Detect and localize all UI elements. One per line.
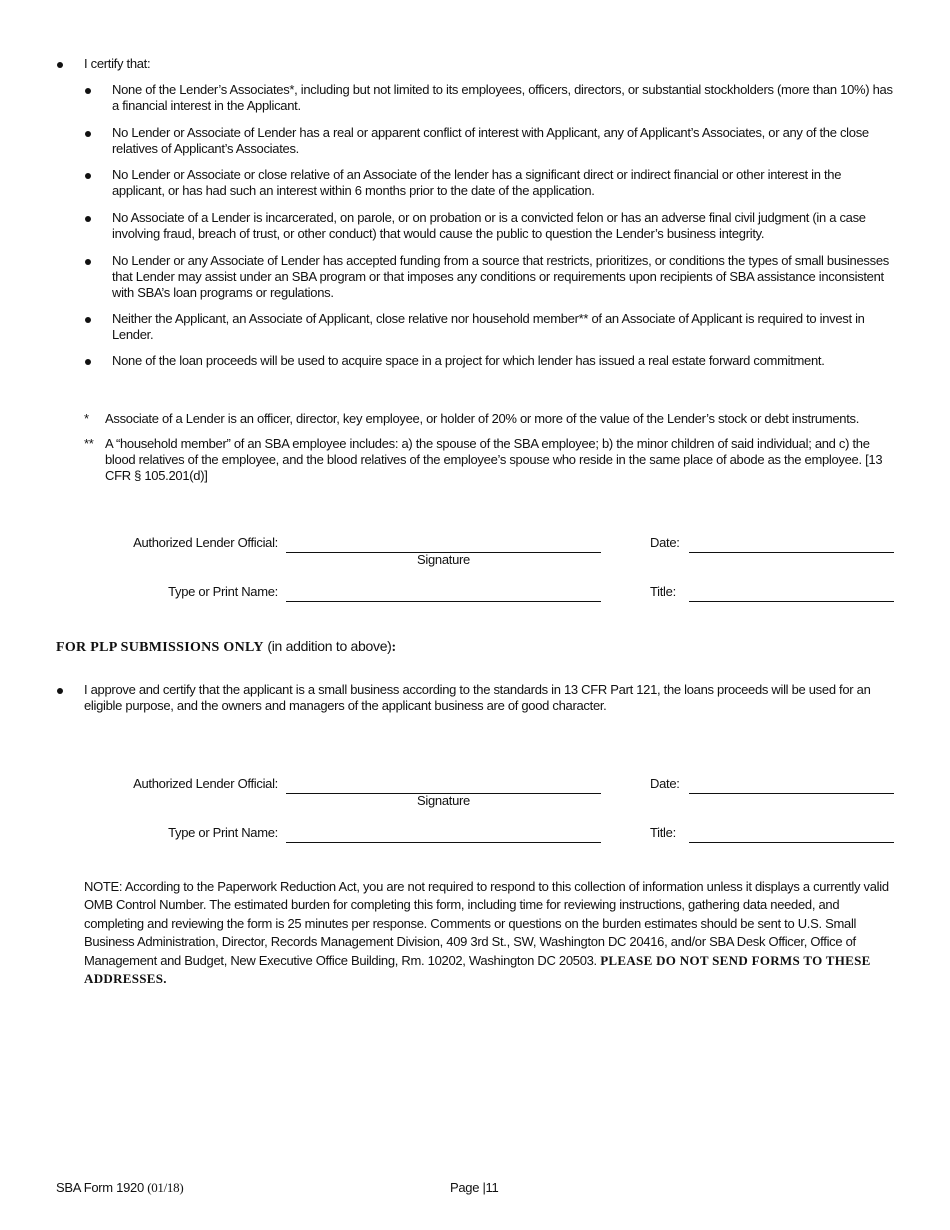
date-field[interactable] xyxy=(689,793,894,794)
certify-item: None of the loan proceeds will be used to acquire space in a project for which lender has issued a real estate forward commitment. xyxy=(112,353,825,368)
certify-item: No Lender or any Associate of Lender has accepted funding from a source that restricts, prioritizes, or conditions the types of small businesses that Lender may assist under an SBA program or that imposes any conditions or requirements upon recipients of SBA assistance inconsistent with SBA’s loan programs or regulations. xyxy=(112,253,889,300)
certify-item: None of the Lender’s Associates*, including but not limited to its employees, officers, directors, or substantial stockholders (more than 10%) has a financial interest in the Applicant. xyxy=(112,82,893,113)
signature-caption: Signature xyxy=(417,552,470,567)
print-name-label: Type or Print Name: xyxy=(168,584,278,599)
plp-heading-bold: FOR PLP SUBMISSIONS ONLY xyxy=(56,640,264,655)
footnote-mark: ** xyxy=(84,436,94,451)
print-name-field[interactable] xyxy=(286,842,601,843)
date-field[interactable] xyxy=(689,552,894,553)
authorized-official-label: Authorized Lender Official: xyxy=(133,535,278,550)
title-label: Title: xyxy=(650,584,676,599)
certify-intro: I certify that: xyxy=(84,56,151,71)
certify-item: Neither the Applicant, an Associate of Applicant, close relative nor household member** of an Associate of Applicant is required to invest in Lender. xyxy=(112,311,865,342)
title-label: Title: xyxy=(650,825,676,840)
print-name-field[interactable] xyxy=(286,601,601,602)
date-label: Date: xyxy=(650,535,680,550)
date-label: Date: xyxy=(650,776,680,791)
plp-heading-rest: (in addition to above) xyxy=(263,638,392,654)
note-bold: PLEASE DO NOT SEND FORMS TO THESE ADDRESSES. xyxy=(84,952,871,987)
print-name-label: Type or Print Name: xyxy=(168,825,278,840)
certify-item: No Lender or Associate of Lender has a real or apparent conflict of interest with Applicant, any of Applicant’s Associates, or any of the close relatives of Applicant’s Associates. xyxy=(112,125,869,156)
title-field[interactable] xyxy=(689,842,894,843)
note-text: NOTE: According to the Paperwork Reduction Act, you are not required to respond to this collection of information unless it displays a currently valid OMB Control Number. The estimated burden for completing this form, including time for reviewing instructions, gathering data needed, and completing and reviewing the form is 25 minutes per response. Comments or questions on the burden estimates should be sent to U.S. Small Business Administration, Director, Records Management Division, 409 3rd St., SW, Washington DC 20416, and/or SBA Desk Officer, Office of Management and Budget, New Executive Office Building, Rm. 10202, Washington DC 20503. xyxy=(84,879,889,968)
bullet-dot xyxy=(85,359,91,365)
plp-item: I approve and certify that the applicant is a small business according to the standards in 13 CFR Part 121, the loans proceeds will be used for an eligible purpose, and the owners and managers of the applicant business are of good character. xyxy=(84,682,871,713)
bullet-dot xyxy=(85,88,91,94)
form-name: SBA Form 1920 xyxy=(56,1180,148,1195)
footnote-mark: * xyxy=(84,411,89,426)
title-field[interactable] xyxy=(689,601,894,602)
footnote-star: Associate of a Lender is an officer, director, key employee, or holder of 20% or more of the value of the Lender’s stock or debt instruments. xyxy=(105,411,860,426)
bullet-dot xyxy=(85,317,91,323)
paperwork-note xyxy=(84,878,894,988)
form-date: (01/18) xyxy=(147,1180,184,1195)
page-number: Page |11 xyxy=(450,1180,499,1195)
form-footer xyxy=(56,1180,183,1196)
certify-item: No Lender or Associate or close relative of an Associate of the lender has a significant direct or indirect financial or other interest in the applicant, or has had such an interest within 6 months prior to the date of the application. xyxy=(112,167,842,198)
bullet-dot xyxy=(57,688,63,694)
certify-item: No Associate of a Lender is incarcerated, on parole, or on probation or is a convicted felon or has an adverse final civil judgment (in a case involving fraud, breach of trust, or other conduct) that would cause the public to question the Lender’s business integrity. xyxy=(112,210,866,241)
authorized-official-label: Authorized Lender Official: xyxy=(133,776,278,791)
bullet-dot xyxy=(85,259,91,265)
plp-heading xyxy=(56,637,397,657)
bullet-dot xyxy=(57,62,63,68)
bullet-dot xyxy=(85,131,91,137)
bullet-dot xyxy=(85,173,91,179)
signature-caption: Signature xyxy=(417,793,470,808)
footnote-double-star: A “household member” of an SBA employee includes: a) the spouse of the SBA employee; b) the minor children of said individual; and c) the blood relatives of the employee, and the blood relatives of the employee’s spouse who reside in the same place of abode as the employee. [13 CFR § 105.201(d)] xyxy=(105,436,883,483)
bullet-dot xyxy=(85,216,91,222)
plp-heading-colon: : xyxy=(391,640,397,655)
